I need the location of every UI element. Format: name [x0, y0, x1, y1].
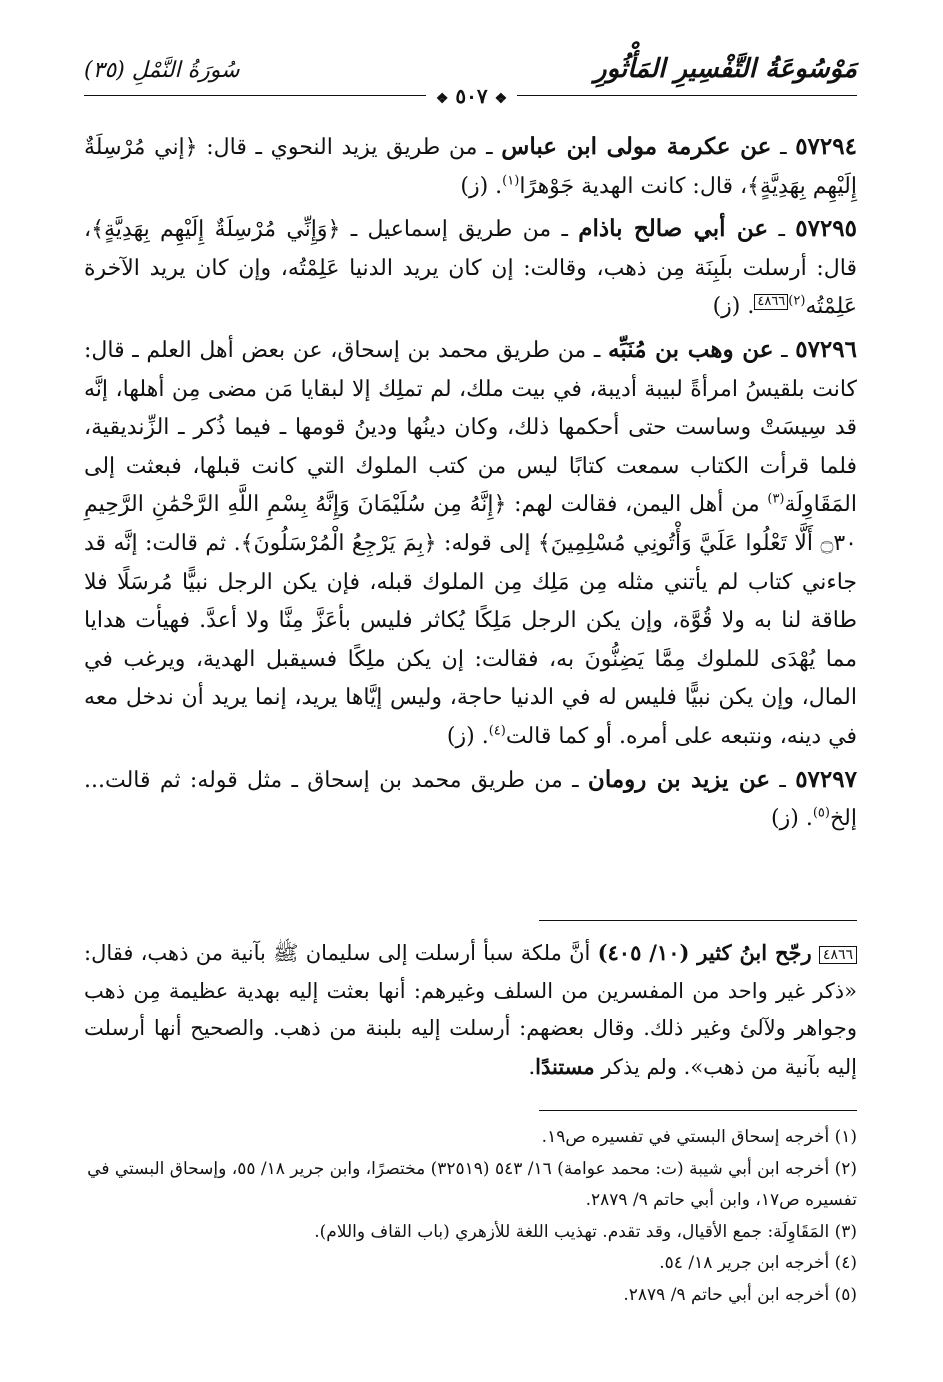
surah-label: سُورَةُ النَّمْلِ (٣٥)	[84, 58, 240, 83]
entry-number: ٥٧٢٩٧	[795, 765, 857, 793]
entry-57297: ٥٧٢٩٧ ـ عن يزيد بن رومان ـ من طريق محمد بن إسحاق ـ مثل قوله: ثم قالت... إلخ$^{(٥)}$. (ز)	[84, 765, 857, 832]
footnote-3: (٣) المَقَاوِلَة: جمع الأقيال، وقد تقدم. تهذيب اللغة للأزهري (باب القاف واللام).	[314, 1221, 857, 1242]
entry-author: عن أبي صالح باذام	[578, 215, 769, 243]
entry-text: ـ من طريق محمد بن إسحاق، عن بعض أهل العلم ـ قال: كانت بلقيسُ امرأةً لبيبة أديبة، في بيت ملك، لم تملِك إلا لبقايا مَن مضى مِن أهلها، إنَّه قد سِيسَتْ وساست حتى أحكمها ذلك، وكان دينُها ودينُ قومها ـ فيما ذُكر ـ الزِّنديقية، فلما قرأت الكتاب سمعت كتابًا ليس من كتب الملوك التي كانت قبلها، فبعثت إلى المَقَاوِلَة	[84, 337, 857, 518]
entry-text: ـ من طريق إسماعيل ـ ﴿وَإِنِّي مُرْسِلَةٌ إِلَيْهِم بِهَدِيَّةٍ﴾، قال: أرسلت بلَبِنَة مِن ذهب، وقالت: إن كان يريد الدنيا عَلِمْتُه، وإن كان يريد الآخرة عَلِمْتُه	[84, 217, 857, 320]
page-number-row	[0, 84, 943, 108]
commentary-number-box: ٤٨٦٦	[819, 946, 857, 964]
commentary-text: أنَّ ملكة سبأ أرسلت إلى سليمان ﷺ بآنية من ذهب، فقال: «ذكر غير واحد من المفسرين من السلف وغيرهم: أنها بعثت إليه بهدية عظيمة مِن ذهب وجواهر ولآلئ وغير ذلك. وقال بعضهم: أرسلت إليه بلبنة من ذهب. والصحيح أنها أرسلت إليه بآنية من ذهب». ولم يذكر	[84, 941, 857, 1079]
footnote-ref[interactable]: (٥)	[812, 805, 830, 821]
entry-number: ٥٧٢٩٥	[795, 215, 858, 243]
ornament-icon: ❖	[494, 91, 508, 107]
entry-text: ـ من طريق محمد بن إسحاق ـ مثل قوله: ثم قالت... إلخ	[84, 767, 857, 832]
footnote-ref[interactable]: (٤)	[488, 723, 506, 739]
footnote-separator	[539, 1110, 857, 1111]
footnote-1: (١) أخرجه إسحاق البستي في تفسيره ص١٩.	[541, 1127, 857, 1147]
main-text	[84, 128, 857, 843]
entry-57295: ٥٧٢٩٥ ـ عن أبي صالح باذام ـ من طريق إسماعيل ـ ﴿وَإِنِّي مُرْسِلَةٌ إِلَيْهِم بِهَدِيَّةٍ﴾، قال: أرسلت بلَبِنَة مِن ذهب، وقالت: إن كان يريد الدنيا عَلِمْتُه، وإن كان يريد الآخرة عَلِمْتُه$^{(٢)}$٤٨٦٦. (ز)	[84, 215, 858, 320]
commentary-bold-word: مستندًا	[535, 1053, 595, 1079]
commentary-lead: رجّح ابنُ كثير (١٠/ ٤٠٥)	[597, 940, 812, 965]
footnote-4: (٤) أخرجه ابن جرير ١٨/ ٥٤.	[659, 1253, 857, 1273]
commentary-ref-box[interactable]: ٤٨٦٦	[754, 294, 788, 310]
ornament-icon: ❖	[435, 91, 449, 107]
entry-text: ـ من طريق يزيد النحوي ـ قال: ﴿إني مُرْسِلَةٌ إِلَيْهِم بِهَدِيَّةٍ﴾، قال: كانت الهدية جَوْهرًا	[84, 135, 857, 199]
page-number: ٥٠٧	[455, 84, 488, 108]
entry-author: عن عكرمة مولى ابن عباس	[501, 133, 772, 160]
entry-number: ٥٧٢٩٤	[795, 133, 857, 160]
footnote-5: (٥) أخرجه ابن أبي حاتم ٩/ ٢٨٧٩.	[623, 1284, 857, 1305]
footnote-ref[interactable]: (١)	[502, 173, 520, 189]
entry-text-cont: من أهل اليمن، فقالت لهم: ﴿إِنَّهُ مِن سُلَيْمَانَ وَإِنَّهُ بِسْمِ اللَّهِ الرَّحْمَٰنِ الرَّحِيمِ ۝٣٠ أَلَّا تَعْلُوا عَلَيَّ وَأْتُونِي مُسْلِمِينَ﴾ إلى قوله: ﴿بِمَ يَرْجِعُ الْمُرْسَلُونَ﴾. ثم قالت: إنَّه قد جاءني كتاب لم يأتني مثله مِن مَلِك مِن الملوك قبله، فإن يكن الرجل نبيًّا مُرسَلًا فلا طاقة لنا به ولا قُوَّة، وإن يكن الرجل مَلِكًا يُكاثر فليس بأعَزَّ مِنَّا ولا أعدَّ. فهيأت هدايا مما يُهْدَى للملوك مِمَّا يَضِنُّونَ به، فقالت: إن يكن ملِكًا فسيقبل الهدية، ويرغب في المال، وإن يكن نبيًّا فليس له في الدنيا حاجة، وليس إيَّاها يريد، إنما يريد أن ندخل معه في دينه، ونتبعه على أمره. أو كما قالت	[84, 492, 857, 749]
commentary-separator	[539, 920, 857, 921]
footnote-ref[interactable]: (٣)	[767, 492, 785, 508]
entry-number: ٥٧٢٩٦	[795, 335, 857, 363]
footnote-2: (٢) أخرجه ابن أبي شيبة (ت: محمد عوامة) ١٦/ ٥٤٣ (٣٢٥١٩) مختصرًا، وابن جرير ١٨/ ٥٥، وإسحاق البستي في تفسيره ص١٧، وابن أبي حاتم ٩/ ٢٨٧٩.	[87, 1158, 857, 1210]
book-title: مَوْسُوعَةُ التَّفْسِيرِ المَأْثُورِ	[594, 54, 857, 84]
footnotes	[84, 1122, 857, 1311]
commentary-block: ٤٨٦٦ رجّح ابنُ كثير (١٠/ ٤٠٥) أنَّ ملكة سبأ أرسلت إلى سليمان ﷺ بآنية من ذهب، فقال: «ذكر غير واحد من المفسرين من السلف وغيرهم: أنها بعثت إليه بهدية عظيمة مِن ذهب وجواهر ولآلئ وغير ذلك. وقال بعضهم: أرسلت إليه بلبنة من ذهب. والصحيح أنها أرسلت إليه بآنية من ذهب». ولم يذكر مستندًا.	[84, 940, 857, 1079]
entry-author: عن يزيد بن رومان	[587, 765, 771, 793]
entry-57296: ٥٧٢٩٦ ـ عن وهب بن مُنَبِّه ـ من طريق محمد بن إسحاق، عن بعض أهل العلم ـ قال: كانت بلقيسُ امرأةً لبيبة أديبة، في بيت ملك، لم تملِك إلا لبقايا مَن مضى مِن أهلها، إنَّه قد سِيسَتْ وساست حتى أحكمها ذلك، وكان دينُها ودينُ قومها ـ فيما ذُكر ـ الزِّنديقية، فلما قرأت الكتاب سمعت كتابًا ليس من كتب الملوك التي كانت قبلها، فبعثت إلى المَقَاوِلَة$^{(٣)}$ من أهل اليمن، فقالت لهم: ﴿إِنَّهُ مِن سُلَيْمَانَ وَإِنَّهُ بِسْمِ اللَّهِ الرَّحْمَٰنِ الرَّحِيمِ ۝٣٠ أَلَّا تَعْلُوا عَلَيَّ وَأْتُونِي مُسْلِمِينَ﴾ إلى قوله: ﴿بِمَ يَرْجِعُ الْمُرْسَلُونَ﴾. ثم قالت: إنَّه قد جاءني كتاب لم يأتني مثله مِن مَلِك مِن الملوك قبله، فإن يكن الرجل نبيًّا مُرسَلًا فلا طاقة لنا به ولا قُوَّة، وإن يكن الرجل مَلِكًا يُكاثر فليس بأعَزَّ مِنَّا ولا أعدَّ. فهيأت هدايا مما يُهْدَى للملوك مِمَّا يَضِنُّونَ به، فقالت: إن يكن ملِكًا فسيقبل الهدية، ويرغب في المال، وإن يكن نبيًّا فليس له في الدنيا حاجة، وليس إيَّاها يريد، إنما يريد أن ندخل معه في دينه، ونتبعه على أمره. أو كما قالت$^{(٤)}$. (ز)	[84, 335, 857, 749]
entry-57294: ٥٧٢٩٤ ـ عن عكرمة مولى ابن عباس ـ من طريق يزيد النحوي ـ قال: ﴿إني مُرْسِلَةٌ إِلَيْهِم بِهَدِيَّةٍ﴾، قال: كانت الهدية جَوْهرًا$^{(١)}$. (ز)	[84, 133, 857, 199]
entry-author: عن وهب بن مُنَبِّه	[607, 335, 774, 363]
footnote-ref[interactable]: (٢)	[788, 294, 806, 310]
